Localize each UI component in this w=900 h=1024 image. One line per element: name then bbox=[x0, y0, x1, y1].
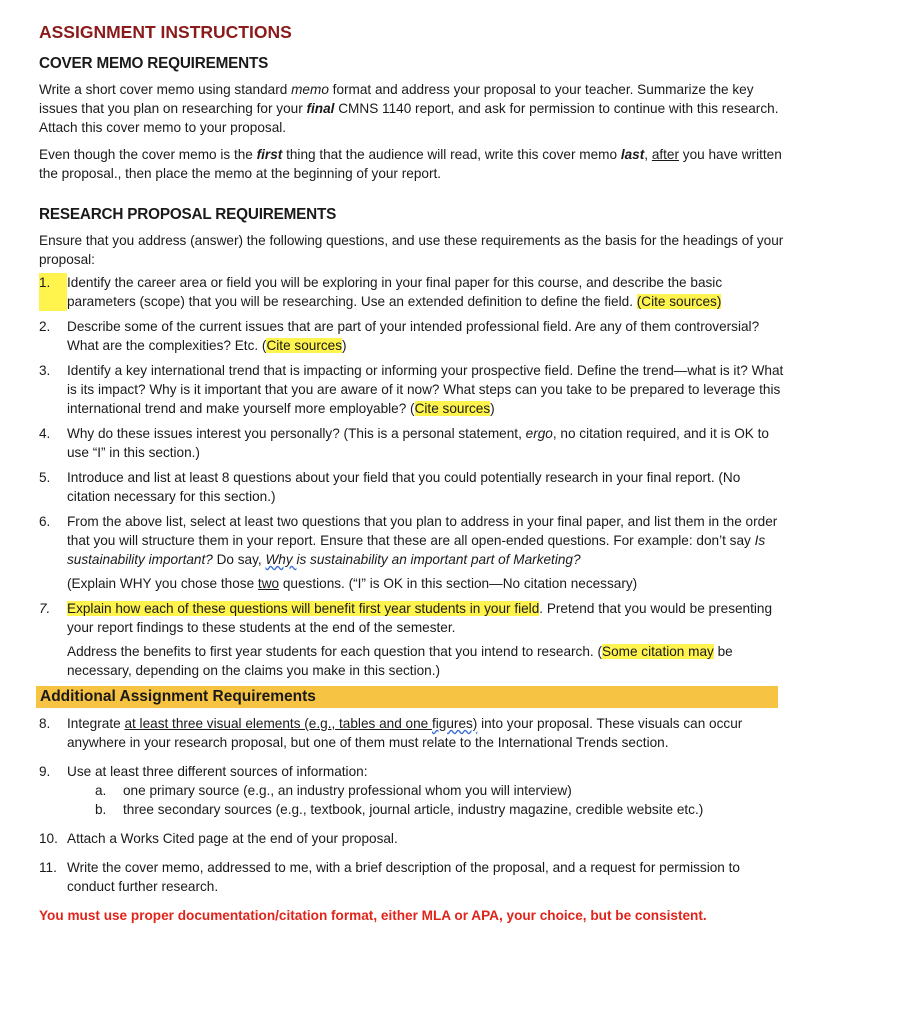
citation-format-notice: You must use proper documentation/citation format, either MLA or APA, your choice, but be consistent. bbox=[39, 908, 707, 923]
additional-requirements-list bbox=[39, 714, 784, 781]
list-item-9 bbox=[39, 762, 784, 781]
cite-sources-highlight: Cite sources bbox=[414, 401, 491, 416]
list-item-1 bbox=[39, 273, 784, 311]
list-item-text bbox=[67, 714, 784, 752]
benefit-highlight: Explain how each of these questions will benefit first year students in your field bbox=[67, 601, 540, 616]
list-item-11 bbox=[39, 858, 784, 896]
item-number: 9. bbox=[39, 764, 51, 779]
text-run: you have written the proposal., then place the memo at the beginning of your report. bbox=[39, 147, 782, 181]
list-item-text bbox=[67, 361, 784, 418]
emphasis-why: Why bbox=[265, 552, 297, 567]
cite-sources-highlight: Cite sources bbox=[266, 338, 343, 353]
text-run: Describe some of the current issues that are part of your intended professional field. Are any of them controversial? What are the complexities? Etc. ( bbox=[67, 319, 760, 353]
list-item-text bbox=[67, 512, 784, 593]
assignment-document bbox=[39, 20, 784, 925]
cover-memo-paragraph-1 bbox=[39, 80, 784, 137]
sub-item-letter: b. bbox=[95, 802, 107, 817]
text-run: format and address your proposal to your teacher. Summarize the key issues that you plan on researching for your bbox=[39, 82, 754, 116]
underline-two: two bbox=[257, 576, 280, 591]
text-run: ) bbox=[490, 401, 495, 416]
item-number: 5. bbox=[39, 470, 51, 485]
emphasis-last: last bbox=[620, 147, 645, 162]
text-run: Address the benefits to first year students for each question that you intend to research. ( bbox=[67, 644, 602, 659]
text-run: Identify the career area or field you will be exploring in your final paper for this course, and describe the basic parameters (scope) that you will be researching. Use an extended definition to define the field. bbox=[67, 275, 723, 309]
cite-sources-highlight: (Cite sources) bbox=[636, 294, 722, 309]
list-item-2 bbox=[39, 317, 784, 355]
emphasis-ergo: ergo bbox=[525, 426, 553, 441]
emphasis-first: first bbox=[256, 147, 283, 162]
citation-highlight: Some citation may bbox=[602, 644, 714, 659]
text-run: into your proposal. These visuals can occur anywhere in your research proposal, but one of them must relate to the International Trends section. bbox=[67, 716, 743, 750]
list-item-4 bbox=[39, 424, 784, 462]
sub-item-letter: a. bbox=[95, 783, 107, 798]
sub-item-text: three secondary sources (e.g., textbook, journal article, industry magazine, credible website etc.) bbox=[123, 802, 704, 817]
cover-memo-paragraph-2 bbox=[39, 145, 784, 183]
cover-memo-heading: COVER MEMO REQUIREMENTS bbox=[39, 55, 269, 72]
item-number: 8. bbox=[39, 716, 51, 731]
text-run: Write a short cover memo using standard bbox=[39, 82, 292, 97]
list-item-text: Introduce and list at least 8 questions about your field that you could potentially research in your final report. (No citation necessary for this section.) bbox=[67, 470, 741, 504]
item-number: 6. bbox=[39, 514, 51, 529]
list-item-6 bbox=[39, 512, 784, 593]
item-number: 3. bbox=[39, 363, 51, 378]
example-question-2: is sustainability an important part of Marketing? bbox=[296, 552, 581, 567]
text-run: . Pretend that you would be presenting your report findings to these students at the end of the semester. bbox=[67, 601, 773, 635]
text-run: thing that the audience will read, write this cover memo bbox=[282, 147, 621, 162]
item-6-explanation bbox=[67, 574, 784, 593]
list-item-3 bbox=[39, 361, 784, 418]
sources-intro: Use at least three different sources of information: bbox=[67, 764, 368, 779]
list-item-10 bbox=[39, 829, 784, 848]
item-number: 2. bbox=[39, 319, 51, 334]
sub-item-text: one primary source (e.g., an industry professional whom you will interview) bbox=[123, 783, 572, 798]
requirements-list bbox=[39, 273, 784, 680]
text-run: Integrate bbox=[67, 716, 125, 731]
text-run: be necessary, depending on the claims you make in this section.) bbox=[67, 644, 733, 678]
item-number: 1. bbox=[39, 273, 67, 311]
list-item-text bbox=[67, 273, 784, 311]
additional-requirements-list-continued bbox=[39, 829, 784, 896]
sub-item-a bbox=[95, 781, 784, 800]
item-number: 4. bbox=[39, 426, 51, 441]
emphasis-memo: memo bbox=[291, 82, 329, 97]
list-item-text bbox=[67, 317, 784, 355]
text-run: ) bbox=[342, 338, 347, 353]
text-run: From the above list, select at least two questions that you plan to address in your final paper, and list them in the order that you will structure them in your report. Ensure that these are all open-ended questions. For example: don’t say bbox=[67, 514, 778, 548]
text-run: Even though the cover memo is the bbox=[39, 147, 257, 162]
text-run: questions. (“I” is OK in this section—No citation necessary) bbox=[279, 576, 638, 591]
item-7-benefits bbox=[67, 642, 784, 680]
list-item-7 bbox=[39, 599, 784, 680]
item-number: 10. bbox=[39, 831, 58, 846]
text-run: Why do these issues interest you personally? (This is a personal statement, bbox=[67, 426, 526, 441]
text-run: (Explain WHY you chose those bbox=[67, 576, 258, 591]
item-number: 7. bbox=[39, 601, 51, 616]
list-item-text: Write the cover memo, addressed to me, with a brief description of the proposal, and a request for permission to conduct further research. bbox=[67, 860, 740, 894]
item-number: 11. bbox=[39, 860, 57, 875]
list-item-text bbox=[67, 424, 784, 462]
list-item-text bbox=[67, 599, 784, 680]
text-run: Identify a key international trend that is impacting or informing your prospective field. Define the trend—what is it? What is its impact? Why is it important that you are aware of it now? What steps can you take to be prepared to leverage this international trend and make yourself more employable? ( bbox=[67, 363, 784, 416]
list-item-5 bbox=[39, 468, 784, 506]
text-run: CMNS 1140 report, and ask for permission to continue with this research. Attach this cover memo to your proposal. bbox=[39, 101, 779, 135]
page-title: ASSIGNMENT INSTRUCTIONS bbox=[39, 22, 292, 42]
list-item-text: Attach a Works Cited page at the end of your proposal. bbox=[67, 831, 398, 846]
research-proposal-intro: Ensure that you address (answer) the following questions, and use these requirements as the basis for the headings of your proposal: bbox=[39, 233, 784, 267]
list-item-text bbox=[67, 762, 784, 781]
text-run: , no citation required, and it is OK to use “I” in this section.) bbox=[67, 426, 769, 460]
research-proposal-heading: RESEARCH PROPOSAL REQUIREMENTS bbox=[39, 206, 337, 223]
underline-figures: figures) bbox=[432, 716, 478, 731]
emphasis-final: final bbox=[306, 101, 335, 116]
text-run: , bbox=[644, 147, 652, 162]
example-question-1: Is sustainability important? bbox=[67, 533, 766, 567]
text-run: Do say, bbox=[212, 552, 266, 567]
sources-sublist bbox=[39, 781, 784, 819]
list-item-8 bbox=[39, 714, 784, 752]
underline-after: after bbox=[651, 147, 680, 162]
sub-item-b bbox=[95, 800, 784, 819]
underline-visual-elements: at least three visual elements (e.g., tables and one bbox=[124, 716, 432, 731]
additional-requirements-heading: Additional Assignment Requirements bbox=[36, 686, 778, 708]
